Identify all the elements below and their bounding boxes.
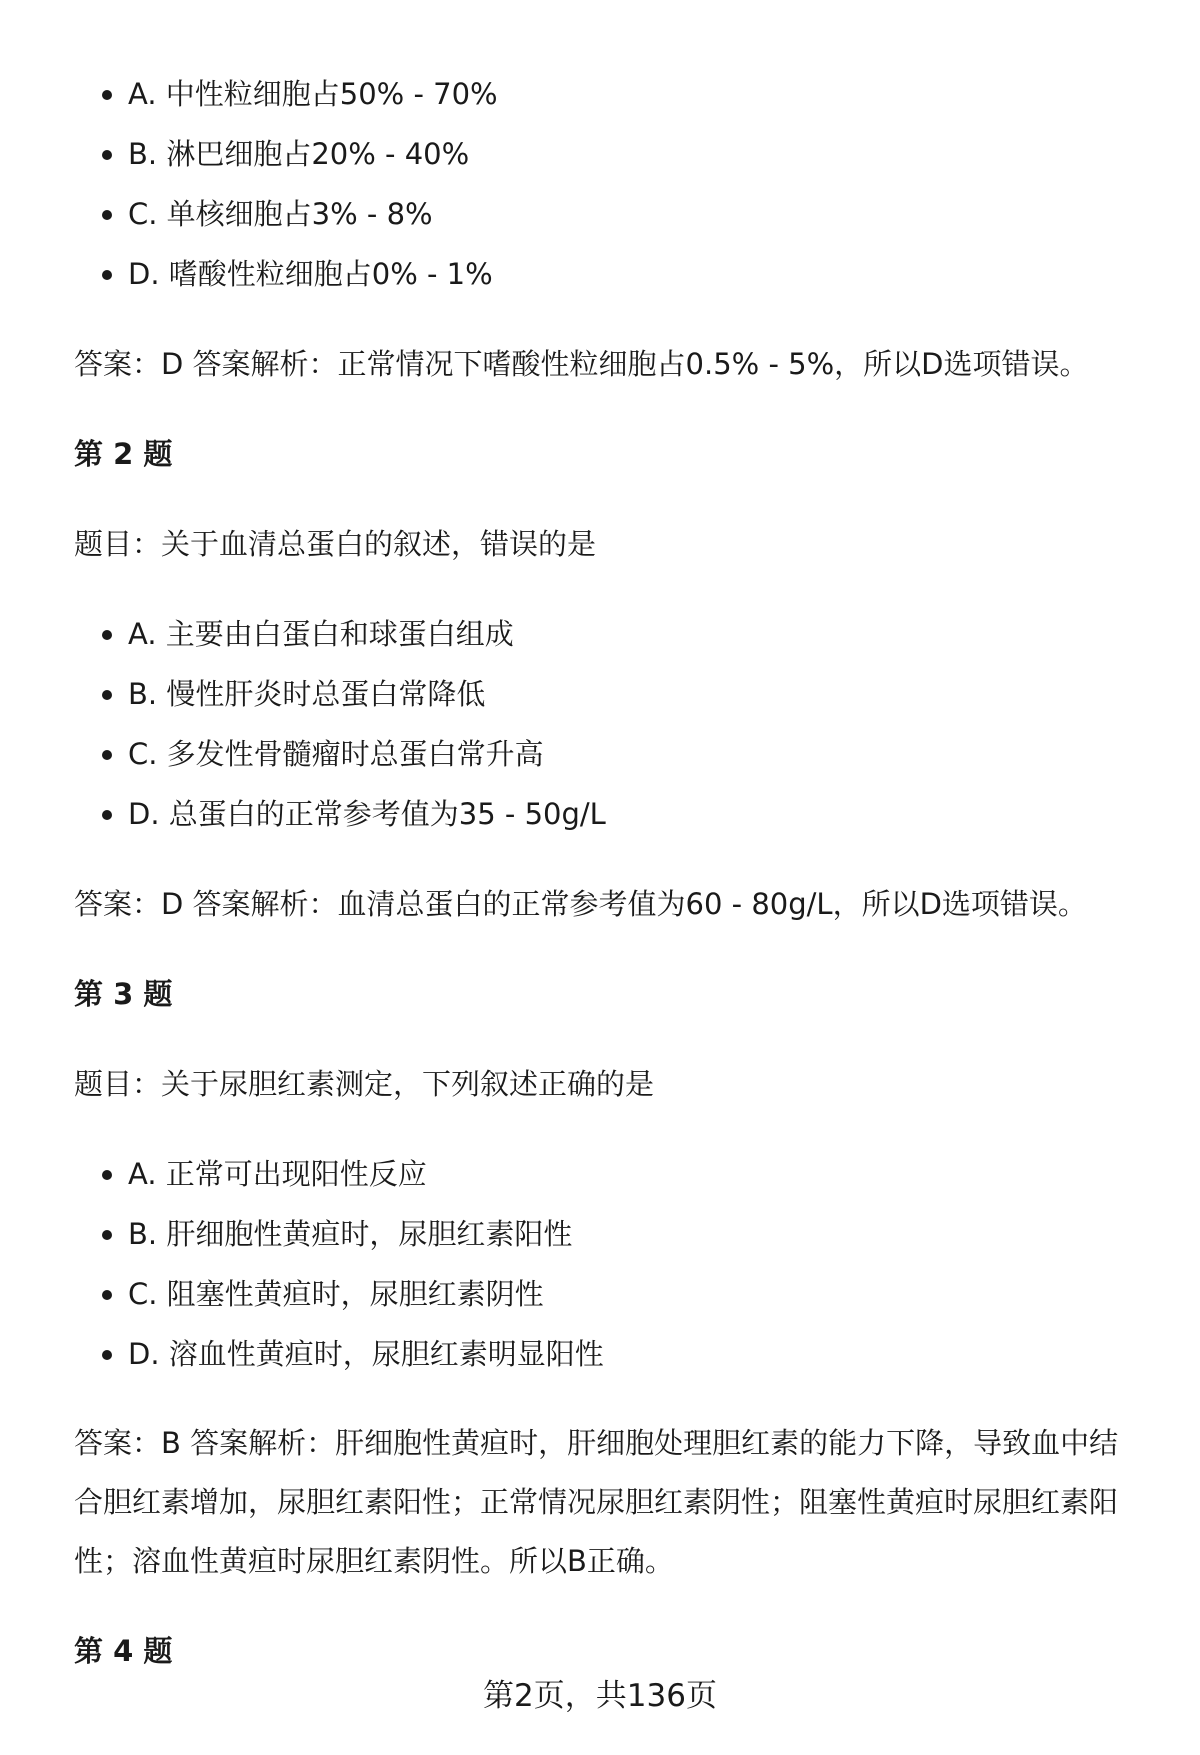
q1-answer: 答案：D 答案解析：正常情况下嗜酸性粒细胞占0.5% - 5%，所以D选项错误。 [74,347,1089,381]
option-text: C. 阻塞性黄疸时，尿胆红素阴性 [128,1277,544,1311]
bullet-icon [102,150,112,160]
bullet-icon [102,810,112,820]
option-text: B. 肝细胞性黄疸时，尿胆红素阳性 [128,1217,573,1251]
q2-option-d [74,784,1154,844]
q3-answer-line: 性；溶血性黄疸时尿胆红素阴性。所以B正确。 [74,1544,674,1578]
q2-options [74,604,1154,844]
q2-option-a [74,604,1154,664]
bullet-icon [102,1230,112,1240]
q3-options [74,1144,1154,1384]
q1-option-a [74,64,1154,124]
option-text: A. 正常可出现阳性反应 [128,1157,427,1191]
option-text: C. 多发性骨髓瘤时总蛋白常升高 [128,737,544,771]
option-text: D. 溶血性黄疸时，尿胆红素明显阳性 [128,1337,604,1371]
page-footer: 第2页，共136页 [483,1678,717,1714]
q3-answer-line: 答案：B 答案解析：肝细胞性黄疸时，肝细胞处理胆红素的能力下降，导致血中结 [74,1426,1119,1460]
bullet-icon [102,750,112,760]
bullet-icon [102,1350,112,1360]
q1-option-d [74,244,1154,304]
bullet-icon [102,90,112,100]
q3-option-c [74,1264,1154,1324]
bullet-icon [102,630,112,640]
bullet-icon [102,210,112,220]
option-text: A. 中性粒细胞占50% - 70% [128,77,498,111]
option-text: A. 主要由白蛋白和球蛋白组成 [128,617,514,651]
q2-question: 题目：关于血清总蛋白的叙述，错误的是 [74,527,597,561]
q3-answer [74,1414,1154,1591]
q2-option-c [74,724,1154,784]
q2-option-b [74,664,1154,724]
q3-option-d [74,1324,1154,1384]
q4-title: 第 4 题 [74,1634,173,1668]
q3-option-b [74,1204,1154,1264]
option-text: D. 嗜酸性粒细胞占0% - 1% [128,257,493,291]
option-text: D. 总蛋白的正常参考值为35 - 50g/L [128,797,606,831]
bullet-icon [102,1290,112,1300]
q2-title: 第 2 题 [74,437,173,471]
q1-option-c [74,184,1154,244]
option-text: B. 慢性肝炎时总蛋白常降低 [128,677,486,711]
bullet-icon [102,690,112,700]
q3-title: 第 3 题 [74,977,173,1011]
q1-option-b [74,124,1154,184]
document-page [74,64,1154,1681]
q3-answer-line: 合胆红素增加，尿胆红素阳性；正常情况尿胆红素阴性；阻塞性黄疸时尿胆红素阳 [74,1485,1119,1519]
q3-question: 题目：关于尿胆红素测定，下列叙述正确的是 [74,1067,655,1101]
q3-option-a [74,1144,1154,1204]
option-text: B. 淋巴细胞占20% - 40% [128,137,470,171]
option-text: C. 单核细胞占3% - 8% [128,197,433,231]
q1-options [74,64,1154,304]
q2-answer: 答案：D 答案解析：血清总蛋白的正常参考值为60 - 80g/L，所以D选项错误。 [74,887,1087,921]
bullet-icon [102,270,112,280]
bullet-icon [102,1170,112,1180]
